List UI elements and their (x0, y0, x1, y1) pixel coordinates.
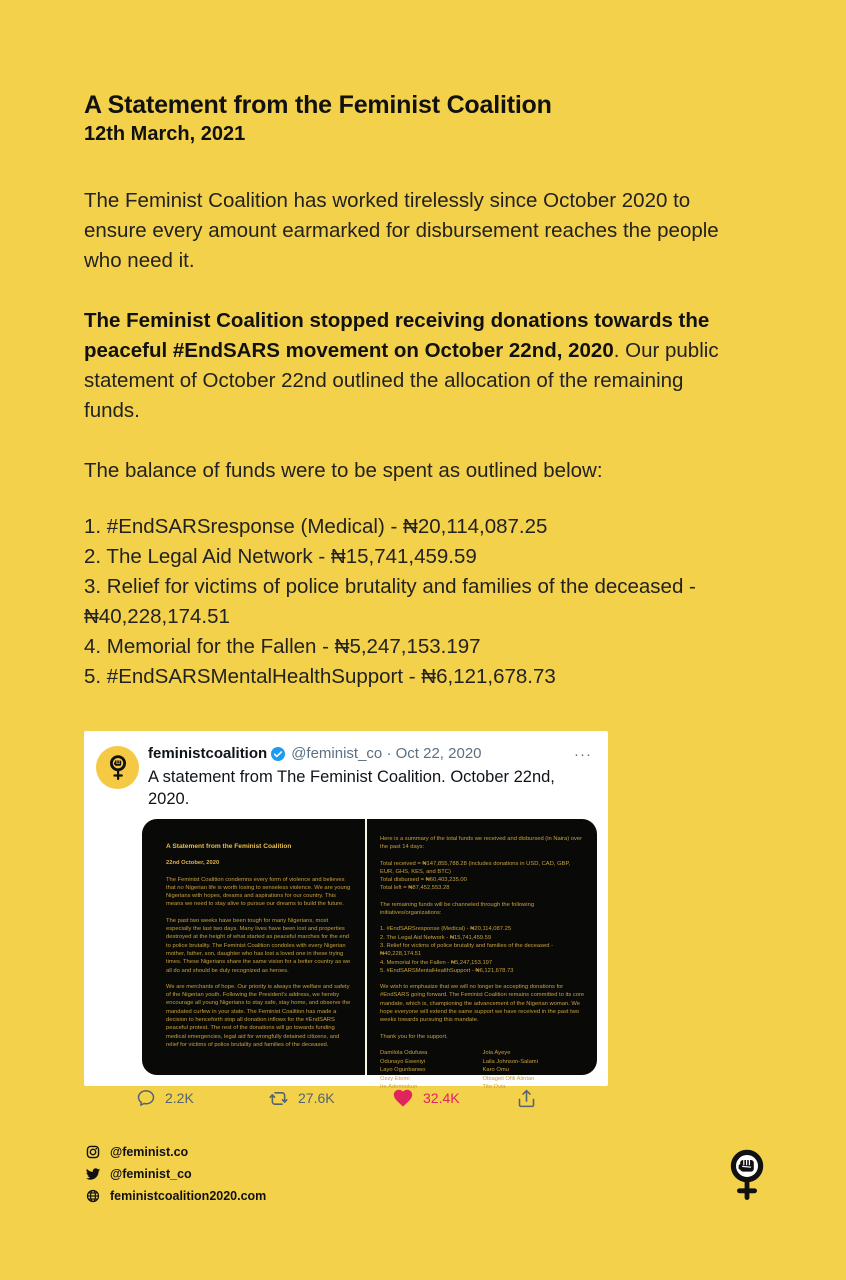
paragraph-donations-bold: The Feminist Coalition stopped receiving donations towards the peaceful #EndSARS movement on October 22nd, 2020 (84, 309, 710, 362)
footer-link-label[interactable]: feministcoalition2020.com (110, 1189, 267, 1203)
image-right-intro: Here is a summary of the total funds we received and disbursed (in Naira) over the past 14 days: (380, 836, 583, 851)
signatory: Laila Johnson-Salami (482, 1058, 538, 1065)
reply-count: 2.2K (165, 1090, 194, 1106)
paragraph-donations-rest: . Our public statement of October 22nd outlined the allocation of the remaining funds. (84, 339, 719, 422)
paragraph-balance: The balance of funds were to be spent as outlined below: (84, 459, 603, 482)
signatory: Tito Ovia (482, 1084, 506, 1091)
tweet-text: A statement from The Feminist Coalition. October 22nd, 2020. (148, 768, 555, 808)
verified-badge-icon (270, 746, 286, 762)
twitter-icon (86, 1167, 100, 1181)
image-statement-date: 22nd October, 2020 (166, 860, 220, 867)
signatory: Ozzy Etomi (380, 1075, 410, 1082)
tweet-header (96, 744, 592, 810)
list-item: 2. The Legal Aid Network - ₦15,741,459.59 (84, 545, 477, 568)
tweet-image-right-page (367, 819, 597, 1091)
signatory: Karo Omu (482, 1067, 509, 1074)
image-left-para: The Feminist Coalition condemns every form of violence and believes that no Nigerian life is worth losing to senseless violence. We are young Nigerians with hopes, dreams and aspirations for our country. This means we need to stay alive to pursue our dreams to build the future. (166, 876, 351, 908)
retweet-count: 27.6K (298, 1090, 335, 1106)
list-item: 1. #EndSARSresponse (Medical) - ₦20,114,087.25 (84, 515, 548, 538)
footer-website[interactable] (86, 1185, 266, 1207)
footer-link-label[interactable]: @feminist.co (110, 1145, 189, 1159)
signatory: Jola Ayeye (482, 1049, 511, 1056)
image-list-item: 1. #EndSARSresponse (Medical) - ₦20,114,087.25 (380, 926, 512, 933)
image-left-para: The past two weeks have been tough for many Nigerians, most especially the last two days. Many lives have been lost and properties destroyed at the height of what started as peaceful marches for the end to police brutality. The Feminist Coalition condoles with every Nigerian mother, father, son, daughter who has lost a loved one in these trying times. These Nigerians share the same vision for a better country as we all do and should be duly recognized as heroes. (166, 917, 351, 974)
tweet-card[interactable] (84, 731, 608, 1106)
image-total-received: Total received = ₦147,855,788.28 (includes donations in USD, CAD, GBP, EUR, GHS, KES, and BTC) (380, 860, 571, 875)
signatory: Ire Aderinokun (380, 1084, 418, 1091)
image-list-item: 5. #EndSARSMentalHealthSupport - ₦6,121,678.73 (380, 967, 514, 974)
tweet-image[interactable] (142, 819, 597, 1091)
statement-date: 12th March, 2021 (84, 123, 246, 145)
image-list-item: 4. Memorial for the Fallen - ₦5,247,153.197 (380, 959, 493, 966)
footer-twitter[interactable] (86, 1163, 266, 1185)
instagram-icon (86, 1145, 100, 1159)
like-count: 32.4K (423, 1090, 460, 1106)
image-thanks: Thank you for the support. (380, 1033, 448, 1040)
globe-icon (86, 1189, 100, 1203)
list-item: 5. #EndSARSMentalHealthSupport - ₦6,121,678.73 (84, 665, 556, 688)
tweet-handle-date[interactable]: @feminist_co · Oct 22, 2020 (291, 745, 482, 762)
retweet-icon (268, 1088, 289, 1109)
image-left-para: We are merchants of hope. Our priority is always the welfare and safety of the Nigerian youth. Following the President's address, we hereby encourage all young Nigerians to stay safe, stay home, and observe the mandated curfew in your state. The Feminist Coalition has made a decision to henceforth stop all donation inflows for the #EndSARS peaceful protest. The rest of the donations will go towards funding medical emergencies, legal aid for wrongfully detained citizens, and relief for victims of police brutality and families of the deceased. (166, 983, 351, 1048)
image-statement-title: A Statement from the Feminist Coalition (166, 843, 292, 850)
allocation-list (84, 512, 732, 692)
list-item: 4. Memorial for the Fallen - ₦5,247,153.197 (84, 635, 481, 658)
reply-button[interactable] (136, 1088, 268, 1108)
paragraph-intro: The Feminist Coalition has worked tirelessly since October 2020 to ensure every amount earmarked for disbursement reaches the people who need it. (84, 189, 719, 272)
retweet-button[interactable] (268, 1088, 392, 1109)
signatory: Damilola Odufuwa (380, 1049, 428, 1056)
paragraph-donations (84, 306, 732, 426)
feminist-fist-icon (106, 754, 130, 782)
reply-icon (136, 1088, 156, 1108)
tweet-display-name[interactable]: feministcoalition (148, 745, 268, 762)
image-allocation-list (380, 925, 585, 975)
image-list-item: 3. Relief for victims of police brutality and families of the deceased - ₦40,228,174.51 (380, 942, 554, 958)
signatory: Odunayo Eweniyi (380, 1058, 426, 1065)
page-title: A Statement from the Feminist Coalition (84, 91, 552, 119)
image-channel-note: The remaining funds will be channeled through the following initiatives/organizations: (380, 901, 535, 917)
statement-body (84, 90, 732, 692)
footer-links (86, 1141, 266, 1207)
avatar[interactable] (96, 746, 139, 789)
more-icon[interactable]: ··· (574, 745, 592, 763)
signatory: Obiageli Ofili Alintan (482, 1075, 535, 1082)
image-total-disbursed: Total disbursed = ₦60,403,235.00 (380, 877, 467, 884)
feminist-coalition-logo (722, 1148, 772, 1204)
image-emphasis-para: We wish to emphasize that we will no longer be accepting donations for #EndSARS going forward. The Feminist Coalition remains committed to its core mandate, which is, championing the advancement of the Nigerian woman. We hope everyone will extend the same support we have received in the past two weeks towards pursuing this mandate. (380, 984, 585, 1024)
feminist-fist-icon (722, 1148, 772, 1204)
image-total-left: Total left = ₦87,452,553.28 (380, 885, 450, 892)
list-item: 3. Relief for victims of police brutality and families of the deceased - ₦40,228,174.51 (84, 575, 696, 628)
image-list-item: 2. The Legal Aid Network - ₦15,741,459.59 (380, 934, 492, 941)
tweet-image-left-page (142, 819, 367, 1075)
footer-instagram[interactable] (86, 1141, 266, 1163)
footer-link-label[interactable]: @feminist_co (110, 1167, 192, 1181)
image-signatories (380, 1049, 585, 1092)
signatory: Layo Ogunbanwo (380, 1067, 426, 1074)
